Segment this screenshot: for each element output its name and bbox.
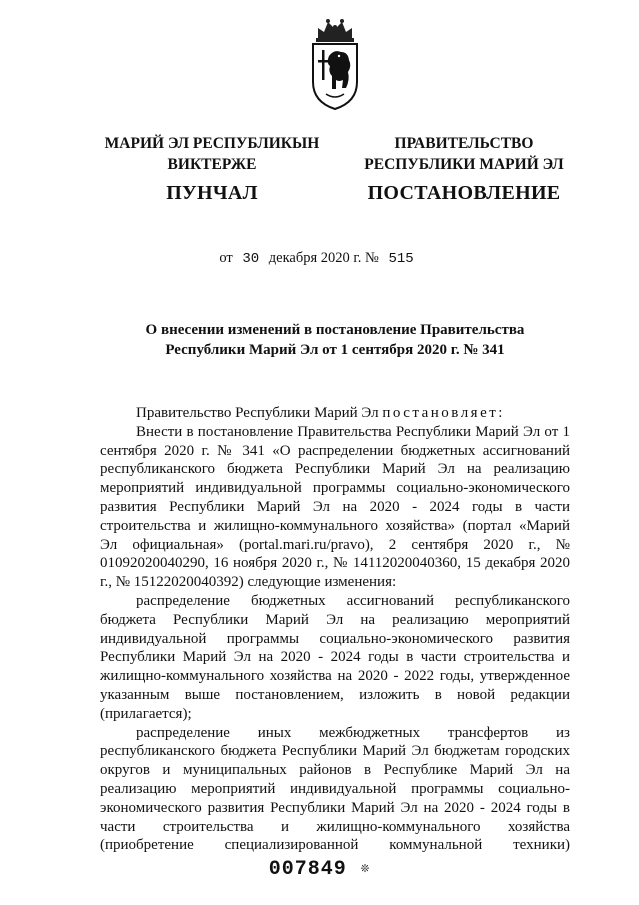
header-right-line2: РЕСПУБЛИКИ МАРИЙ ЭЛ bbox=[364, 156, 564, 173]
subject-line2: Республики Марий Эл от 1 сентября 2020 г. № 341 bbox=[165, 342, 505, 358]
body-paragraph: распределение бюджетных ассигнований республиканского бюджета Республики Марий Эл на реализацию мероприятий индивидуальной программы социально-экономического развития Республики Марий Эл на 2020 - 2024 годы в части строительства и жилищно-коммунального хозяйства на 2020 - 2022 годы, утвержденное указанным выше постановлением, изложить в новой редакции (прилагается); bbox=[100, 592, 570, 722]
header-left-block bbox=[92, 133, 332, 204]
document-subject bbox=[100, 320, 570, 360]
serial-number-footer bbox=[0, 858, 639, 881]
dateline-month-year: декабря 2020 г. № bbox=[268, 250, 379, 266]
dateline-day: 30 bbox=[242, 251, 260, 267]
document-body bbox=[100, 404, 570, 855]
serial-number: 007849 bbox=[268, 858, 347, 881]
header-left-line2: ВИКТЕРЖЕ bbox=[167, 156, 257, 173]
header-right-block bbox=[344, 133, 584, 204]
body-opening bbox=[100, 404, 570, 423]
opening-verb: постановляет: bbox=[382, 405, 505, 421]
header-right-doc-type: ПОСТАНОВЛЕНИЕ bbox=[367, 182, 561, 204]
subject-line1: О внесении изменений в постановление Правительства bbox=[145, 322, 525, 338]
header-left-line1: МАРИЙ ЭЛ РЕСПУБЛИКЫН bbox=[104, 135, 320, 152]
body-paragraph: Внести в постановление Правительства Республики Марий Эл от 1 сентября 2020 г. № 341 «О распределении бюджетных ассигнований республиканского бюджета Республики Марий Эл на реализацию мероприятий индивидуальной программы социально-экономического развития Республики Марий Эл на 2020 - 2024 годы в части строительства и жилищно-коммунального хозяйства» (портал «Марий Эл официальная» (portal.mari.ru/pravo), 2 сентября 2020 г., № 01092020040290, 16 ноября 2020 г., № 14112020040360, 15 декабря 2020 г., № 15122020040392) следующие изменения: bbox=[100, 423, 570, 591]
coat-of-arms-emblem bbox=[304, 16, 366, 112]
header-left-doc-type: ПУНЧАЛ bbox=[166, 182, 258, 204]
document-dateline bbox=[0, 250, 639, 267]
dateline-number: 515 bbox=[388, 251, 414, 267]
ornament-icon: ❊ bbox=[360, 861, 371, 877]
header-right-line1: ПРАВИТЕЛЬСТВО bbox=[394, 135, 534, 152]
opening-subject: Правительство Республики Марий Эл bbox=[136, 405, 379, 421]
body-paragraph: распределение иных межбюджетных трансфертов из республиканского бюджета Республики Марий Эл бюджетам городских округов и муниципальных районов в Республике Марий Эл на реализацию мероприятий индивидуальной программы социально-экономического развития Республики Марий Эл на 2020 - 2024 годы в части строительства и жилищно-коммунального хозяйства (приобретение специализированной коммунальной техники) bbox=[100, 724, 570, 854]
dateline-prefix: от bbox=[219, 250, 233, 266]
